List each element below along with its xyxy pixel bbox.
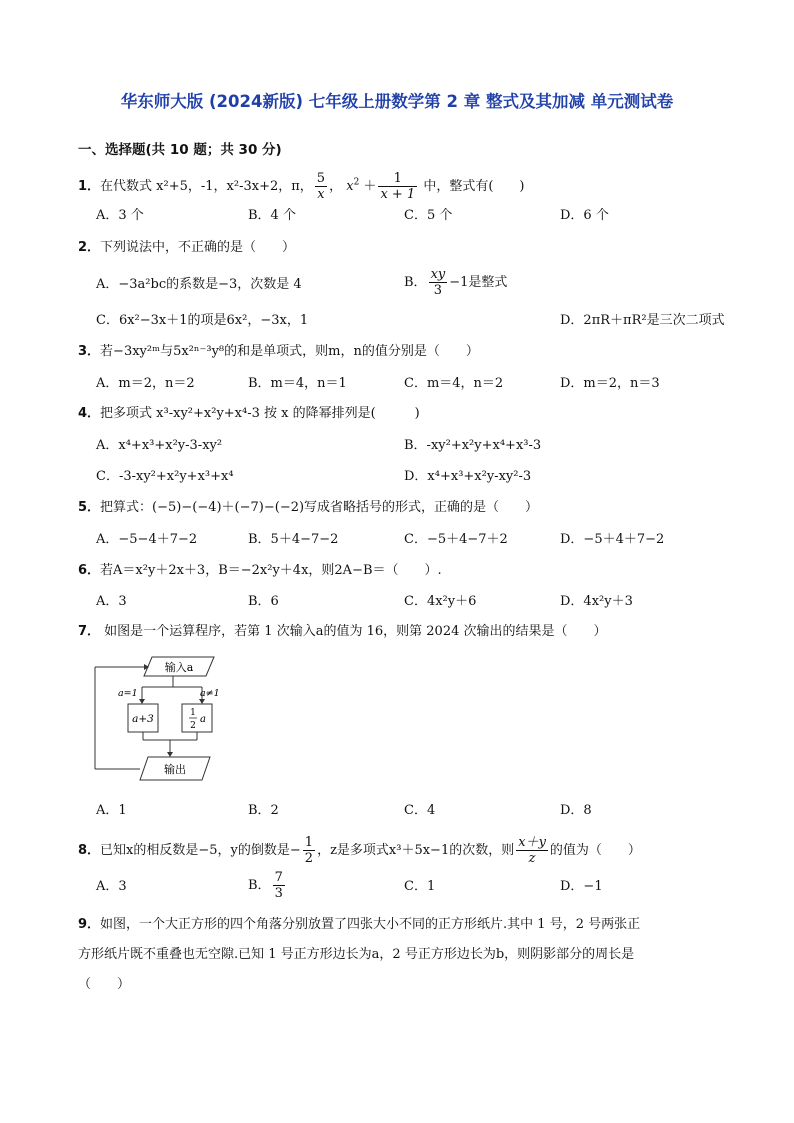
fraction-denominator: x + 1 bbox=[380, 187, 416, 202]
option-a[interactable]: A．x⁴+x³+x²y-3-xy² bbox=[96, 438, 223, 453]
question-number: 4． bbox=[78, 406, 101, 421]
option-d[interactable]: D．−5＋4＋7−2 bbox=[560, 532, 665, 547]
question-6 bbox=[78, 562, 442, 580]
question-7 bbox=[78, 623, 607, 641]
option-c[interactable]: C．m＝4，n＝2 bbox=[404, 376, 504, 391]
option-b[interactable]: B．6 bbox=[248, 594, 279, 609]
option-a[interactable]: A．m＝2，n＝2 bbox=[96, 376, 195, 391]
question-text: 把算式：(−5)−(−4)＋(−7)−(−2)写成省略括号的形式，正确的是（ ） bbox=[100, 500, 539, 515]
option-b[interactable]: B．5＋4−7−2 bbox=[248, 532, 339, 547]
option-b[interactable]: B．4 个 bbox=[248, 208, 296, 223]
fraction bbox=[516, 835, 548, 866]
question-number: 7． bbox=[78, 624, 101, 639]
option-a[interactable]: A．3 bbox=[96, 594, 127, 609]
question-text: 把多项式 x³-xy²+x²y+x⁴-3 按 x 的降幂排列是( ) bbox=[100, 406, 420, 421]
fraction-denominator: 3 bbox=[274, 886, 283, 901]
option-label: B． bbox=[248, 878, 271, 893]
option-d[interactable]: D．x⁴+x³+x²y-xy²-3 bbox=[404, 469, 532, 484]
fraction-numerator: 1 bbox=[304, 835, 314, 850]
question-text: 已知x的相反数是−5，y的倒数是− bbox=[100, 843, 301, 858]
option-c[interactable]: C．−5＋4−7＋2 bbox=[404, 532, 508, 547]
fraction-numerator: 5 bbox=[316, 171, 326, 186]
option-text: −1是整式 bbox=[449, 275, 508, 290]
option-a[interactable]: A．−3a²bc的系数是−3，次数是 4 bbox=[96, 277, 302, 292]
question-8 bbox=[78, 835, 641, 866]
flowchart-input-label: 输入a bbox=[164, 661, 194, 674]
fraction bbox=[378, 171, 417, 202]
option-b[interactable]: B．m＝4，n＝1 bbox=[248, 376, 347, 391]
fraction-numerator: 7 bbox=[274, 870, 283, 885]
question-2 bbox=[78, 239, 295, 257]
option-d[interactable]: D．2πR＋πR²是三次二项式 bbox=[560, 313, 725, 328]
flowchart-left-condition: a=1 bbox=[118, 688, 138, 699]
question-text: 下列说法中，不正确的是（ ） bbox=[100, 240, 296, 255]
fraction bbox=[315, 171, 327, 202]
question-9 bbox=[78, 916, 640, 934]
question-text: ，z是多项式x³＋5x−1的次数，则 bbox=[317, 843, 515, 858]
fraction-denominator: z bbox=[528, 851, 536, 866]
question-text: 若A＝x²y＋2x＋3，B＝−2x²y＋4x，则2A−B＝（ ）. bbox=[100, 563, 442, 578]
question-4 bbox=[78, 405, 420, 423]
option-d[interactable]: D．−1 bbox=[560, 879, 603, 894]
fraction-numerator: 1 bbox=[378, 171, 417, 187]
option-c[interactable]: C．-3-xy²+x²y+x³+x⁴ bbox=[96, 469, 234, 484]
option-c[interactable]: C．4 bbox=[404, 803, 436, 818]
question-text: 中，整式有( ) bbox=[419, 179, 525, 194]
option-d[interactable]: D．4x²y＋3 bbox=[560, 594, 633, 609]
page-title: 华东师大版 (2024新版) 七年级上册数学第 2 章 整式及其加减 单元测试卷 bbox=[120, 92, 674, 111]
question-text: 如图，一个大正方形的四个角落分别放置了四张大小不同的正方形纸片.其中 1 号，2 号两张正 bbox=[100, 917, 641, 932]
option-b[interactable] bbox=[248, 870, 287, 901]
option-c[interactable]: C．5 个 bbox=[404, 208, 453, 223]
option-a[interactable]: A．−5−4＋7−2 bbox=[96, 532, 198, 547]
question-text: 若−3xy²ᵐ与5x²ⁿ⁻³y⁸的和是单项式，则m，n的值分别是（ ） bbox=[100, 344, 479, 359]
option-d[interactable]: D．6 个 bbox=[560, 208, 609, 223]
question-number: 6． bbox=[78, 563, 101, 578]
flowchart-right-denominator: 2 bbox=[190, 721, 196, 731]
option-a[interactable]: A．1 bbox=[96, 803, 127, 818]
fraction bbox=[429, 267, 448, 298]
fraction-numerator: xy bbox=[430, 267, 446, 282]
flowchart-right-condition: a≠1 bbox=[200, 688, 220, 699]
option-b[interactable]: B．-xy²+x²y+x⁴+x³-3 bbox=[404, 438, 542, 453]
option-c[interactable]: C．6x²−3x＋1的项是6x²，−3x，1 bbox=[96, 313, 309, 328]
question-text: 如图是一个运算程序，若第 1 次输入a的值为 16，则第 2024 次输出的结果是（ ） bbox=[100, 624, 607, 639]
question-1: 1．在代数式 x²+5，-1，x²-3x+2，π， $\frac{5}{x}$ ， $x^2$ ＋ $\frac{1}{x + 1}$ 中，整式有( ) bbox=[78, 171, 525, 202]
question-9-line-2: 方形纸片既不重叠也无空隙.已知 1 号正方形边长为a，2 号正方形边长为b，则阴影部分的周长是 bbox=[78, 947, 635, 962]
flowchart-left-formula: a+3 bbox=[132, 713, 154, 725]
question-5 bbox=[78, 499, 538, 517]
option-d[interactable]: D．8 bbox=[560, 803, 592, 818]
option-c[interactable]: C．1 bbox=[404, 879, 436, 894]
question-number: 2． bbox=[78, 240, 101, 255]
fraction-numerator: x＋y bbox=[518, 835, 546, 850]
option-c[interactable]: C．4x²y＋6 bbox=[404, 594, 477, 609]
question-number: 5． bbox=[78, 500, 101, 515]
option-d[interactable]: D．m＝2，n＝3 bbox=[560, 376, 660, 391]
option-b[interactable]: B．2 bbox=[248, 803, 279, 818]
fraction bbox=[273, 870, 285, 901]
question-number: 3． bbox=[78, 344, 101, 359]
option-a[interactable]: A．3 个 bbox=[96, 208, 144, 223]
question-text: 在代数式 x²+5，-1，x²-3x+2，π， bbox=[100, 179, 313, 194]
flowchart-output-label: 输出 bbox=[164, 763, 186, 776]
fraction-denominator: 2 bbox=[304, 851, 314, 866]
question-text: ， bbox=[329, 179, 343, 194]
fraction-denominator: 3 bbox=[433, 283, 443, 298]
flowchart-diagram bbox=[90, 652, 220, 786]
question-9-line-3: （ ） bbox=[78, 977, 131, 992]
question-number: 9． bbox=[78, 917, 101, 932]
option-a[interactable]: A．3 bbox=[96, 879, 127, 894]
question-number: 8． bbox=[78, 843, 101, 858]
section-heading: 一、选择题(共 10 题；共 30 分) bbox=[78, 142, 282, 158]
fraction bbox=[303, 835, 315, 866]
question-number: 1． bbox=[78, 179, 101, 194]
question-3 bbox=[78, 343, 479, 361]
question-text: 的值为（ ） bbox=[549, 843, 641, 858]
option-label: B． bbox=[404, 275, 427, 290]
option-b[interactable] bbox=[404, 267, 507, 298]
flowchart-right-variable: a bbox=[200, 714, 206, 725]
fraction-denominator: x bbox=[317, 187, 325, 202]
flowchart-right-numerator: 1 bbox=[190, 708, 196, 718]
